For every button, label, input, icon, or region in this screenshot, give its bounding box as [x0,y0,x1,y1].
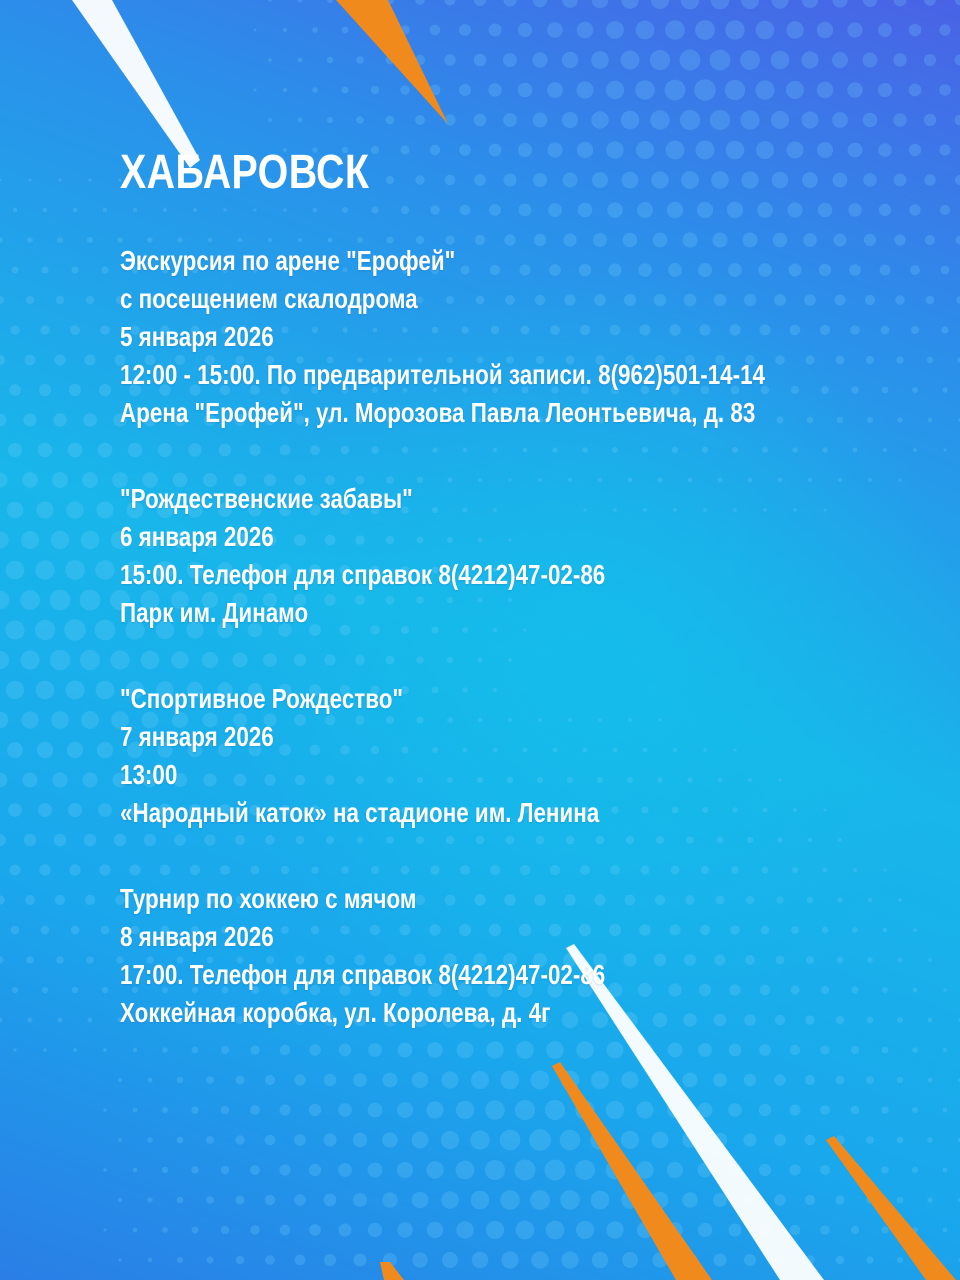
event-location: Парк им. Динамо [120,597,309,628]
event-date: 8 января 2026 [120,921,274,952]
event-time-info: 13:00 [120,759,178,790]
event-time-info: 12:00 - 15:00. По предварительной записи. 8(962)501-14-14 [120,359,765,390]
event-name: Экскурсия по арене "Ерофей" [120,245,456,276]
orange-streak-top [336,0,448,124]
event-name: "Спортивное Рождество" [120,683,404,714]
orange-streak-bottom-small [380,1262,404,1280]
event-excursion [120,242,920,432]
event-date: 6 января 2026 [120,521,274,552]
content [120,140,920,1032]
event-christmas-fun [120,480,920,632]
event-date: 7 января 2026 [120,721,274,752]
event-name: "Рождественские забавы" [120,483,413,514]
event-time-info: 17:00. Телефон для справок 8(4212)47-02-86 [120,959,606,990]
event-location: Арена "Ерофей", ул. Морозова Павла Леонтьевича, д. 83 [120,397,756,428]
orange-streak-bottom-right [826,1136,956,1280]
event-time-info: 15:00. Телефон для справок 8(4212)47-02-86 [120,559,606,590]
event-location: «Народный каток» на стадионе им. Ленина [120,797,600,828]
event-date: 5 января 2026 [120,321,274,352]
event-location: Хоккейная коробка, ул. Королева, д. 4г [120,997,551,1028]
event-sport-christmas [120,680,920,832]
event-hockey-tournament [120,880,920,1032]
city-title: ХАБАРОВСК [120,146,370,199]
event-name: Турнир по хоккею с мячом [120,883,417,914]
event-name-continued: с посещением скалодрома [120,283,418,314]
